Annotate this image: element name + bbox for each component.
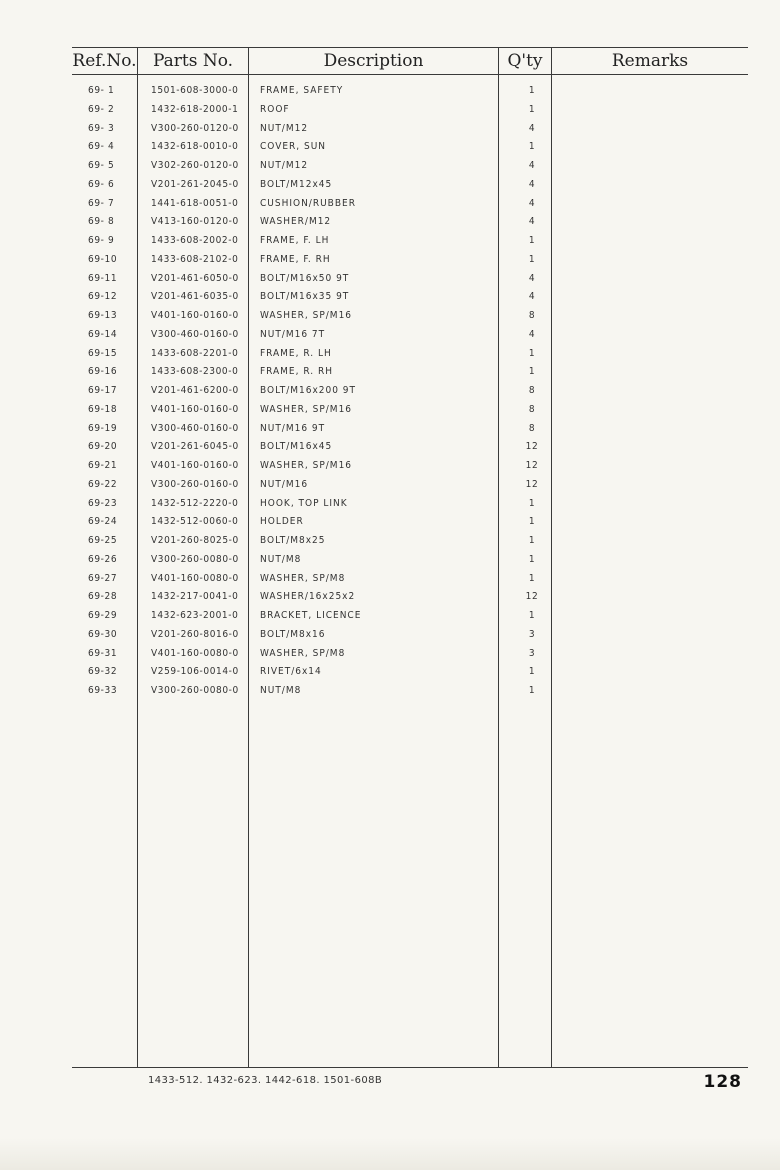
table-row [0, 663, 780, 682]
model-codes: 1433-512. 1432-623. 1442-618. 1501-608B [148, 1075, 383, 1086]
part-no-cell: 1501-608-3000-0 [151, 85, 239, 96]
description-cell: WASHER/M12 [260, 216, 332, 228]
part-no-cell: 1441-618-0051-0 [151, 197, 239, 209]
description-cell: NUT/M12 [260, 160, 309, 171]
header-bottom-rule [72, 74, 748, 75]
table-row [0, 82, 780, 101]
ref-no-cell: 69-32 [88, 666, 118, 678]
header-qty: Q'ty [507, 51, 543, 71]
part-no-cell: V300-460-0160-0 [151, 422, 239, 434]
qty-cell: 1 [528, 553, 536, 565]
ref-no-cell: 69- 3 [88, 122, 115, 134]
description-cell: NUT/M16 7T [260, 328, 326, 340]
part-no-cell: 1432-623-2001-0 [151, 610, 239, 621]
description-cell: BOLT/M16x50 9T [260, 272, 350, 284]
part-no-cell: V300-260-0120-0 [151, 122, 239, 134]
ref-no-cell: 69-16 [88, 366, 118, 378]
qty-cell: 4 [528, 197, 536, 209]
ref-no-cell: 69-26 [88, 553, 118, 565]
table-row [0, 607, 780, 626]
page-edge [0, 1138, 780, 1170]
ref-no-cell: 69-13 [88, 310, 118, 321]
page-number: 128 [703, 1072, 742, 1092]
table-row [0, 120, 780, 139]
qty-cell: 1 [528, 103, 536, 115]
description-cell: WASHER, SP/M16 [260, 460, 353, 471]
description-cell: NUT/M16 [260, 478, 309, 490]
part-no-cell: V300-260-0080-0 [151, 685, 239, 696]
header-ref-no: Ref.No. [72, 51, 137, 71]
part-no-cell: V201-461-6200-0 [151, 385, 239, 396]
ref-no-cell: 69- 1 [88, 85, 115, 96]
description-cell: WASHER, SP/M8 [260, 572, 346, 584]
description-cell: FRAME, R. RH [260, 366, 333, 378]
ref-no-cell: 69- 7 [88, 197, 115, 209]
table-row [0, 232, 780, 251]
qty-cell: 1 [528, 572, 536, 584]
description-cell: WASHER, SP/M16 [260, 310, 353, 321]
table-row [0, 495, 780, 514]
table-row [0, 307, 780, 326]
qty-cell: 4 [528, 272, 536, 284]
table-row [0, 176, 780, 195]
table-row [0, 251, 780, 270]
table-row [0, 626, 780, 645]
qty-cell: 4 [528, 328, 536, 340]
qty-cell: 4 [528, 160, 536, 171]
table-row [0, 270, 780, 289]
table-row [0, 345, 780, 364]
qty-cell: 1 [528, 235, 536, 246]
qty-cell: 8 [528, 422, 536, 434]
ref-no-cell: 69- 6 [88, 178, 115, 190]
description-cell: RIVET/6x14 [260, 666, 322, 678]
qty-cell: 8 [528, 310, 536, 321]
part-no-cell: V201-261-6045-0 [151, 441, 239, 453]
table-row [0, 532, 780, 551]
qty-cell: 1 [528, 85, 536, 96]
qty-cell: 1 [528, 685, 536, 696]
ref-no-cell: 69-33 [88, 685, 118, 696]
description-cell: BOLT/M8x25 [260, 535, 326, 546]
ref-no-cell: 69-11 [88, 272, 118, 284]
qty-cell: 1 [528, 253, 536, 265]
part-no-cell: V259-106-0014-0 [151, 666, 239, 678]
table-row [0, 157, 780, 176]
description-cell: ROOF [260, 103, 290, 115]
ref-no-cell: 69-21 [88, 460, 118, 471]
part-no-cell: 1432-217-0041-0 [151, 591, 239, 603]
ref-no-cell: 69-30 [88, 628, 118, 640]
header-remarks: Remarks [611, 51, 689, 71]
part-no-cell: V401-160-0160-0 [151, 460, 239, 471]
part-no-cell: 1432-618-2000-1 [151, 103, 239, 115]
qty-cell: 4 [528, 216, 536, 228]
description-cell: WASHER/16x25x2 [260, 591, 356, 603]
part-no-cell: 1433-608-2002-0 [151, 235, 239, 246]
part-no-cell: V201-461-6035-0 [151, 291, 239, 303]
part-no-cell: V302-260-0120-0 [151, 160, 239, 171]
part-no-cell: V300-260-0160-0 [151, 478, 239, 490]
description-cell: BRACKET, LICENCE [260, 610, 362, 621]
ref-no-cell: 69-22 [88, 478, 118, 490]
table-row [0, 363, 780, 382]
description-cell: HOLDER [260, 516, 304, 528]
description-cell: WASHER, SP/M8 [260, 647, 346, 659]
ref-no-cell: 69-31 [88, 647, 118, 659]
table-row [0, 138, 780, 157]
part-no-cell: V201-261-2045-0 [151, 178, 239, 190]
ref-no-cell: 69- 2 [88, 103, 115, 115]
table-row [0, 420, 780, 439]
qty-cell: 3 [528, 628, 536, 640]
qty-cell: 1 [528, 141, 536, 153]
ref-no-cell: 69-20 [88, 441, 118, 453]
table-row [0, 682, 780, 701]
table-row [0, 401, 780, 420]
table-row [0, 288, 780, 307]
ref-no-cell: 69-10 [88, 253, 118, 265]
part-no-cell: V401-160-0080-0 [151, 647, 239, 659]
part-no-cell: V300-460-0160-0 [151, 328, 239, 340]
description-cell: BOLT/M16x45 [260, 441, 333, 453]
ref-no-cell: 69-18 [88, 403, 118, 415]
table-row [0, 213, 780, 232]
qty-cell: 1 [528, 610, 536, 621]
qty-cell: 1 [528, 535, 536, 546]
description-cell: NUT/M12 [260, 122, 309, 134]
part-no-cell: 1432-618-0010-0 [151, 141, 239, 153]
part-no-cell: V413-160-0120-0 [151, 216, 239, 228]
ref-no-cell: 69-25 [88, 535, 118, 546]
description-cell: BOLT/M8x16 [260, 628, 326, 640]
footer-rule [72, 1067, 748, 1068]
table-row [0, 195, 780, 214]
ref-no-cell: 69-12 [88, 291, 118, 303]
description-cell: CUSHION/RUBBER [260, 197, 356, 209]
qty-cell: 1 [528, 516, 536, 528]
table-row [0, 570, 780, 589]
description-cell: BOLT/M16x200 9T [260, 385, 357, 396]
ref-no-cell: 69-27 [88, 572, 118, 584]
qty-cell: 8 [528, 403, 536, 415]
qty-cell: 4 [528, 122, 536, 134]
part-no-cell: V401-160-0080-0 [151, 572, 239, 584]
description-cell: COVER, SUN [260, 141, 327, 153]
table-row [0, 101, 780, 120]
ref-no-cell: 69-28 [88, 591, 118, 603]
description-cell: BOLT/M16x35 9T [260, 291, 350, 303]
ref-no-cell: 69-15 [88, 347, 118, 359]
ref-no-cell: 69-29 [88, 610, 118, 621]
qty-cell: 1 [528, 347, 536, 359]
description-cell: FRAME, F. RH [260, 253, 331, 265]
ref-no-cell: 69-23 [88, 497, 118, 509]
qty-cell: 1 [528, 497, 536, 509]
part-no-cell: V300-260-0080-0 [151, 553, 239, 565]
description-cell: NUT/M8 [260, 553, 302, 565]
qty-cell: 4 [528, 291, 536, 303]
ref-no-cell: 69-19 [88, 422, 118, 434]
qty-cell: 12 [525, 478, 539, 490]
description-cell: NUT/M16 9T [260, 422, 326, 434]
ref-no-cell: 69- 9 [88, 235, 115, 246]
part-no-cell: 1433-608-2300-0 [151, 366, 239, 378]
qty-cell: 12 [525, 460, 539, 471]
table-row [0, 457, 780, 476]
part-no-cell: V401-160-0160-0 [151, 403, 239, 415]
part-no-cell: V401-160-0160-0 [151, 310, 239, 321]
table-row [0, 382, 780, 401]
part-no-cell: 1433-608-2201-0 [151, 347, 239, 359]
ref-no-cell: 69-17 [88, 385, 118, 396]
description-cell: FRAME, SAFETY [260, 85, 344, 96]
table-row [0, 438, 780, 457]
header-description: Description [323, 51, 424, 71]
table-row [0, 551, 780, 570]
part-no-cell: V201-461-6050-0 [151, 272, 239, 284]
table-row [0, 645, 780, 664]
description-cell: HOOK, TOP LINK [260, 497, 348, 509]
qty-cell: 1 [528, 366, 536, 378]
qty-cell: 3 [528, 647, 536, 659]
table-row [0, 476, 780, 495]
part-no-cell: V201-260-8016-0 [151, 628, 239, 640]
description-cell: WASHER, SP/M16 [260, 403, 353, 415]
qty-cell: 4 [528, 178, 536, 190]
ref-no-cell: 69-24 [88, 516, 118, 528]
qty-cell: 12 [525, 441, 539, 453]
ref-no-cell: 69- 4 [88, 141, 115, 153]
part-no-cell: 1432-512-2220-0 [151, 497, 239, 509]
qty-cell: 8 [528, 385, 536, 396]
table-row [0, 588, 780, 607]
description-cell: BOLT/M12x45 [260, 178, 333, 190]
ref-no-cell: 69- 5 [88, 160, 115, 171]
part-no-cell: V201-260-8025-0 [151, 535, 239, 546]
description-cell: FRAME, R. LH [260, 347, 332, 359]
description-cell: FRAME, F. LH [260, 235, 330, 246]
qty-cell: 12 [525, 591, 539, 603]
description-cell: NUT/M8 [260, 685, 302, 696]
qty-cell: 1 [528, 666, 536, 678]
table-row [0, 513, 780, 532]
part-no-cell: 1433-608-2102-0 [151, 253, 239, 265]
part-no-cell: 1432-512-0060-0 [151, 516, 239, 528]
header-parts-no: Parts No. [152, 51, 234, 71]
table-row [0, 326, 780, 345]
ref-no-cell: 69-14 [88, 328, 118, 340]
ref-no-cell: 69- 8 [88, 216, 115, 228]
